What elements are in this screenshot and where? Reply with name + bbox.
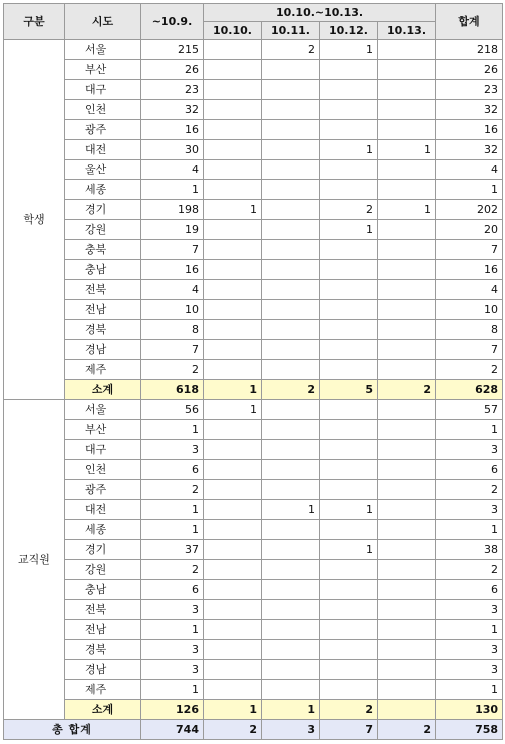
value-cell: 4	[436, 160, 503, 180]
subtotal-value: 2	[320, 700, 378, 720]
value-cell: 202	[436, 200, 503, 220]
region-cell: 전남	[65, 300, 141, 320]
grand-total-value: 2	[378, 720, 436, 740]
group-label: 교직원	[4, 400, 65, 720]
table-row	[4, 680, 503, 700]
value-cell: 57	[436, 400, 503, 420]
value-cell	[204, 440, 262, 460]
table-row	[4, 500, 503, 520]
table-row	[4, 520, 503, 540]
value-cell	[262, 60, 320, 80]
value-cell	[262, 440, 320, 460]
subtotal-value: 2	[262, 380, 320, 400]
value-cell: 4	[141, 160, 204, 180]
region-cell: 경기	[65, 540, 141, 560]
value-cell	[262, 260, 320, 280]
value-cell	[378, 240, 436, 260]
value-cell	[262, 180, 320, 200]
header-day: 10.11.	[262, 22, 320, 40]
value-cell	[320, 420, 378, 440]
value-cell: 2	[436, 360, 503, 380]
value-cell	[204, 240, 262, 260]
value-cell	[204, 420, 262, 440]
value-cell	[320, 120, 378, 140]
value-cell	[378, 300, 436, 320]
region-cell: 인천	[65, 460, 141, 480]
value-cell: 3	[141, 640, 204, 660]
value-cell	[320, 400, 378, 420]
value-cell: 6	[141, 460, 204, 480]
value-cell: 7	[436, 240, 503, 260]
value-cell: 2	[141, 360, 204, 380]
value-cell	[378, 80, 436, 100]
header-day: 10.10.	[204, 22, 262, 40]
value-cell	[320, 620, 378, 640]
value-cell	[262, 560, 320, 580]
value-cell	[320, 660, 378, 680]
subtotal-value: 126	[141, 700, 204, 720]
value-cell	[378, 460, 436, 480]
value-cell: 1	[141, 680, 204, 700]
value-cell: 1	[378, 140, 436, 160]
value-cell: 198	[141, 200, 204, 220]
value-cell	[378, 340, 436, 360]
region-cell: 충남	[65, 580, 141, 600]
grand-total-value: 744	[141, 720, 204, 740]
value-cell: 1	[436, 180, 503, 200]
value-cell	[320, 180, 378, 200]
value-cell: 3	[436, 500, 503, 520]
subtotal-row	[4, 700, 503, 720]
value-cell	[204, 520, 262, 540]
value-cell: 3	[436, 640, 503, 660]
value-cell: 32	[436, 140, 503, 160]
subtotal-label: 소계	[65, 380, 141, 400]
table-row	[4, 420, 503, 440]
value-cell	[204, 500, 262, 520]
value-cell	[320, 280, 378, 300]
table-row	[4, 120, 503, 140]
value-cell: 1	[320, 540, 378, 560]
region-cell: 전남	[65, 620, 141, 640]
value-cell	[204, 640, 262, 660]
value-cell	[204, 660, 262, 680]
region-cell: 경기	[65, 200, 141, 220]
region-cell: 광주	[65, 480, 141, 500]
region-cell: 부산	[65, 60, 141, 80]
value-cell: 37	[141, 540, 204, 560]
region-cell: 제주	[65, 680, 141, 700]
region-cell: 전북	[65, 600, 141, 620]
value-cell: 56	[141, 400, 204, 420]
value-cell: 26	[141, 60, 204, 80]
grand-total-value: 758	[436, 720, 503, 740]
value-cell: 2	[436, 480, 503, 500]
value-cell	[262, 620, 320, 640]
value-cell	[320, 580, 378, 600]
header-period: 10.10.~10.13.	[204, 4, 436, 22]
value-cell	[262, 240, 320, 260]
grand-total-label: 총 합계	[4, 720, 141, 740]
value-cell	[204, 180, 262, 200]
value-cell: 16	[436, 260, 503, 280]
value-cell	[204, 160, 262, 180]
value-cell	[378, 420, 436, 440]
value-cell	[262, 340, 320, 360]
value-cell	[320, 240, 378, 260]
value-cell: 19	[141, 220, 204, 240]
subtotal-value	[378, 700, 436, 720]
value-cell	[320, 340, 378, 360]
value-cell: 1	[436, 620, 503, 640]
value-cell	[378, 580, 436, 600]
table-row	[4, 40, 503, 60]
value-cell: 1	[436, 520, 503, 540]
region-cell: 강원	[65, 220, 141, 240]
table-row	[4, 80, 503, 100]
value-cell	[204, 40, 262, 60]
region-cell: 광주	[65, 120, 141, 140]
value-cell	[262, 360, 320, 380]
value-cell	[320, 300, 378, 320]
value-cell	[204, 680, 262, 700]
region-cell: 충남	[65, 260, 141, 280]
header-until: ~10.9.	[141, 4, 204, 40]
value-cell	[204, 300, 262, 320]
value-cell	[204, 280, 262, 300]
grand-total-value: 2	[204, 720, 262, 740]
region-cell: 전북	[65, 280, 141, 300]
value-cell: 8	[436, 320, 503, 340]
value-cell	[320, 260, 378, 280]
value-cell	[320, 560, 378, 580]
region-cell: 대구	[65, 80, 141, 100]
value-cell	[262, 400, 320, 420]
value-cell	[378, 100, 436, 120]
table-row	[4, 100, 503, 120]
value-cell: 4	[141, 280, 204, 300]
value-cell: 2	[141, 560, 204, 580]
table-row	[4, 640, 503, 660]
value-cell	[320, 460, 378, 480]
value-cell	[378, 560, 436, 580]
value-cell: 1	[320, 220, 378, 240]
value-cell	[378, 480, 436, 500]
table-row	[4, 580, 503, 600]
value-cell: 3	[436, 440, 503, 460]
value-cell	[320, 100, 378, 120]
value-cell	[378, 540, 436, 560]
value-cell	[262, 540, 320, 560]
table-row	[4, 440, 503, 460]
table-row	[4, 540, 503, 560]
value-cell: 1	[204, 200, 262, 220]
region-cell: 경남	[65, 660, 141, 680]
region-cell: 부산	[65, 420, 141, 440]
value-cell	[204, 480, 262, 500]
region-cell: 경남	[65, 340, 141, 360]
value-cell	[262, 200, 320, 220]
value-cell: 7	[436, 340, 503, 360]
value-cell: 6	[436, 460, 503, 480]
value-cell	[204, 360, 262, 380]
value-cell	[262, 600, 320, 620]
header-day: 10.12.	[320, 22, 378, 40]
value-cell	[378, 680, 436, 700]
value-cell	[378, 660, 436, 680]
value-cell: 3	[141, 600, 204, 620]
value-cell	[262, 460, 320, 480]
grand-total-row	[4, 720, 503, 740]
value-cell: 3	[141, 660, 204, 680]
value-cell	[262, 160, 320, 180]
value-cell: 2	[320, 200, 378, 220]
value-cell	[320, 160, 378, 180]
value-cell	[262, 640, 320, 660]
grand-total-value: 7	[320, 720, 378, 740]
value-cell: 1	[141, 500, 204, 520]
region-cell: 세종	[65, 180, 141, 200]
value-cell: 1	[320, 500, 378, 520]
value-cell: 10	[436, 300, 503, 320]
table-row	[4, 280, 503, 300]
value-cell: 16	[141, 260, 204, 280]
value-cell: 10	[141, 300, 204, 320]
value-cell: 3	[436, 600, 503, 620]
value-cell	[204, 560, 262, 580]
value-cell: 1	[262, 500, 320, 520]
table-row	[4, 60, 503, 80]
value-cell: 6	[436, 580, 503, 600]
value-cell: 3	[436, 660, 503, 680]
header-total: 합계	[436, 4, 503, 40]
value-cell	[262, 680, 320, 700]
value-cell	[378, 640, 436, 660]
value-cell: 2	[141, 480, 204, 500]
value-cell: 16	[436, 120, 503, 140]
value-cell: 1	[436, 680, 503, 700]
value-cell	[262, 120, 320, 140]
table-row	[4, 400, 503, 420]
table-row	[4, 620, 503, 640]
header-region: 시도	[65, 4, 141, 40]
value-cell	[204, 260, 262, 280]
header-day: 10.13.	[378, 22, 436, 40]
value-cell: 3	[141, 440, 204, 460]
region-cell: 강원	[65, 560, 141, 580]
value-cell: 6	[141, 580, 204, 600]
region-cell: 충북	[65, 240, 141, 260]
region-cell: 대전	[65, 500, 141, 520]
table-row	[4, 220, 503, 240]
value-cell	[204, 320, 262, 340]
value-cell: 26	[436, 60, 503, 80]
value-cell	[262, 660, 320, 680]
value-cell	[320, 60, 378, 80]
value-cell	[262, 140, 320, 160]
table-row	[4, 600, 503, 620]
value-cell	[204, 600, 262, 620]
region-cell: 서울	[65, 400, 141, 420]
table-header	[4, 4, 503, 40]
region-cell: 경북	[65, 640, 141, 660]
table-body	[4, 40, 503, 740]
region-cell: 울산	[65, 160, 141, 180]
value-cell	[320, 360, 378, 380]
table-row	[4, 300, 503, 320]
value-cell: 23	[141, 80, 204, 100]
value-cell: 1	[204, 400, 262, 420]
table-row	[4, 160, 503, 180]
value-cell: 38	[436, 540, 503, 560]
value-cell	[204, 100, 262, 120]
value-cell: 2	[436, 560, 503, 580]
value-cell: 8	[141, 320, 204, 340]
value-cell: 1	[141, 620, 204, 640]
value-cell	[320, 520, 378, 540]
region-cell: 세종	[65, 520, 141, 540]
subtotal-value: 628	[436, 380, 503, 400]
value-cell	[204, 80, 262, 100]
subtotal-value: 2	[378, 380, 436, 400]
value-cell: 23	[436, 80, 503, 100]
value-cell: 1	[378, 200, 436, 220]
subtotal-value: 1	[204, 380, 262, 400]
table-row	[4, 660, 503, 680]
table-row	[4, 560, 503, 580]
value-cell	[378, 220, 436, 240]
subtotal-value: 618	[141, 380, 204, 400]
value-cell	[262, 320, 320, 340]
table-row	[4, 180, 503, 200]
value-cell: 7	[141, 240, 204, 260]
value-cell	[204, 620, 262, 640]
value-cell: 1	[141, 180, 204, 200]
value-cell	[320, 680, 378, 700]
value-cell	[320, 440, 378, 460]
value-cell: 32	[436, 100, 503, 120]
value-cell	[378, 440, 436, 460]
value-cell: 32	[141, 100, 204, 120]
value-cell: 215	[141, 40, 204, 60]
value-cell: 2	[262, 40, 320, 60]
confirmed-cases-table	[3, 3, 503, 740]
group-label: 학생	[4, 40, 65, 400]
table-row	[4, 460, 503, 480]
value-cell	[262, 480, 320, 500]
value-cell: 7	[141, 340, 204, 360]
grand-total-value: 3	[262, 720, 320, 740]
value-cell	[262, 220, 320, 240]
subtotal-value: 1	[204, 700, 262, 720]
region-cell: 경북	[65, 320, 141, 340]
value-cell: 1	[141, 420, 204, 440]
value-cell: 1	[436, 420, 503, 440]
value-cell	[204, 540, 262, 560]
subtotal-value: 130	[436, 700, 503, 720]
value-cell	[378, 260, 436, 280]
value-cell	[378, 160, 436, 180]
value-cell	[262, 80, 320, 100]
value-cell	[262, 100, 320, 120]
value-cell	[320, 480, 378, 500]
table-row	[4, 200, 503, 220]
value-cell: 1	[141, 520, 204, 540]
region-cell: 서울	[65, 40, 141, 60]
value-cell	[320, 640, 378, 660]
value-cell	[378, 620, 436, 640]
value-cell	[320, 600, 378, 620]
table-row	[4, 340, 503, 360]
value-cell	[204, 60, 262, 80]
value-cell: 1	[320, 40, 378, 60]
region-cell: 대전	[65, 140, 141, 160]
subtotal-row	[4, 380, 503, 400]
value-cell	[204, 580, 262, 600]
table-row	[4, 260, 503, 280]
value-cell	[204, 340, 262, 360]
table-row	[4, 140, 503, 160]
value-cell	[378, 520, 436, 540]
value-cell	[378, 600, 436, 620]
subtotal-value: 1	[262, 700, 320, 720]
value-cell: 30	[141, 140, 204, 160]
region-cell: 대구	[65, 440, 141, 460]
value-cell: 16	[141, 120, 204, 140]
table-row	[4, 240, 503, 260]
value-cell	[320, 80, 378, 100]
value-cell: 1	[320, 140, 378, 160]
value-cell	[262, 280, 320, 300]
header-category: 구분	[4, 4, 65, 40]
table-row	[4, 480, 503, 500]
value-cell	[378, 180, 436, 200]
value-cell	[262, 580, 320, 600]
table-row	[4, 320, 503, 340]
value-cell	[262, 520, 320, 540]
value-cell	[204, 460, 262, 480]
region-cell: 인천	[65, 100, 141, 120]
value-cell	[378, 280, 436, 300]
value-cell	[378, 360, 436, 380]
value-cell	[378, 60, 436, 80]
value-cell: 218	[436, 40, 503, 60]
subtotal-label: 소계	[65, 700, 141, 720]
value-cell	[378, 320, 436, 340]
value-cell	[262, 420, 320, 440]
value-cell	[204, 140, 262, 160]
value-cell	[378, 40, 436, 60]
value-cell	[204, 120, 262, 140]
table-row	[4, 360, 503, 380]
value-cell	[320, 320, 378, 340]
value-cell: 4	[436, 280, 503, 300]
value-cell	[262, 300, 320, 320]
subtotal-value: 5	[320, 380, 378, 400]
value-cell	[378, 500, 436, 520]
value-cell	[378, 120, 436, 140]
value-cell	[378, 400, 436, 420]
region-cell: 제주	[65, 360, 141, 380]
value-cell: 20	[436, 220, 503, 240]
value-cell	[204, 220, 262, 240]
